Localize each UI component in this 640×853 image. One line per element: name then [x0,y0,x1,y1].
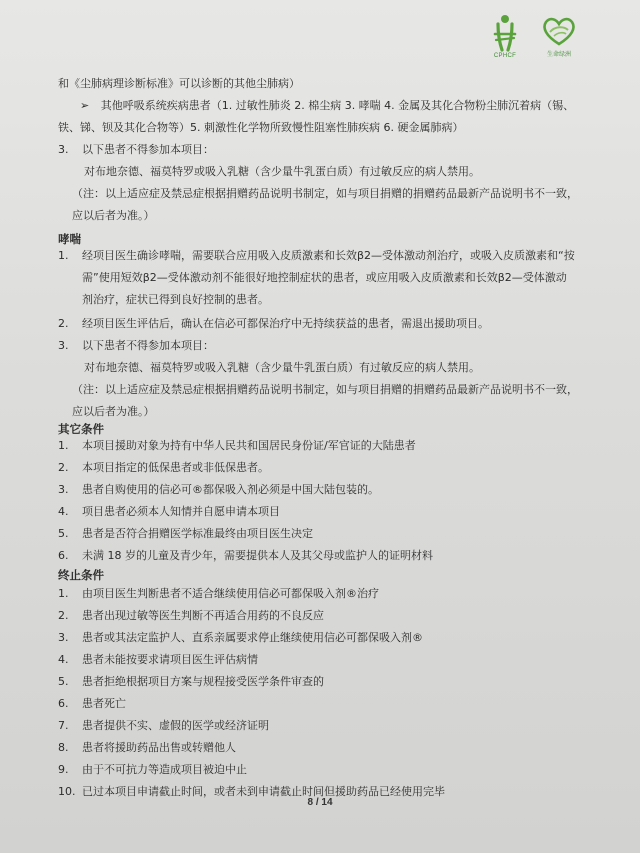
asthma-note-1: （注：以上适应症及禁忌症根据捐赠药品说明书制定，如与项目捐赠的捐赠药品最新产品说明书不一致， [72,383,578,396]
list-item-num: 10. [58,785,76,798]
asthma-item-1-line-3: 剂治疗，症状已得到良好控制的患者。 [82,293,269,306]
list-item-num: 6. [58,697,69,710]
list-item [58,762,247,777]
list-item-text: 患者出现过敏等医生判断不再适合用药的不良反应 [82,609,324,622]
list-item-text: 患者死亡 [82,697,126,710]
list-item [58,460,269,475]
list-item [58,608,324,623]
asthma-item-1-text: 经项目医生确诊哮喘，需要联合应用吸入皮质激素和长效β2—受体激动剂治疗，或吸入皮质激素和“按 [82,249,575,262]
list-item-num: 1. [58,439,69,452]
list-item-num: 3. [58,631,69,644]
list-item-text: 患者自购使用的信必可®都保吸入剂必须是中国大陆包装的。 [82,483,379,496]
asthma-item-2 [58,316,489,331]
list-item [58,438,416,453]
list-item-text: 本项目援助对象为持有中华人民共和国居民身份证/军官证的大陆患者 [82,439,416,452]
asthma-item-3 [58,338,214,353]
list-item-text: 项目患者必须本人知情并自愿申请本项目 [82,505,280,518]
asthma-item-3-text: 以下患者不得参加本项目： [82,339,214,352]
other-conditions-heading: 其它条件 [58,422,104,436]
list-item-num: 4. [58,505,69,518]
list-item [58,740,236,755]
asthma-item-3-num: 3. [58,339,69,352]
cphcf-logo-icon [490,14,520,52]
list-item-num: 2. [58,609,69,622]
list-item [58,630,423,645]
list-item [58,718,269,733]
list-item-text: 患者拒绝根据项目方案与规程接受医学条件审查的 [82,675,324,688]
intro-note-2: 应以后者为准。） [72,209,155,222]
list-item [58,482,379,497]
oasis-logo [540,14,578,58]
list-item-text: 本项目指定的低保患者或非低保患者。 [82,461,269,474]
list-item-text: 已过本项目申请截止时间，或者未到申请截止时间但援助药品已经使用完毕 [82,785,445,798]
list-item-num: 9. [58,763,69,776]
asthma-item-2-text: 经项目医生评估后，确认在信必可都保治疗中无持续获益的患者，需退出援助项目。 [82,317,489,330]
list-item-text: 患者将援助药品出售或转赠他人 [82,741,236,754]
list-item-num: 5. [58,675,69,688]
termination-heading: 终止条件 [58,568,104,582]
list-item-text: 患者或其法定监护人、直系亲属要求停止继续使用信必可都保吸入剂® [82,631,423,644]
asthma-item-3-sub: 对布地奈德、福莫特罗或吸入乳糖（含少量牛乳蛋白质）有过敏反应的病人禁用。 [84,361,480,374]
list-item-text: 患者是否符合捐赠医学标准最终由项目医生决定 [82,527,313,540]
list-item-num: 6. [58,549,69,562]
list-item-num: 4. [58,653,69,666]
list-item-num: 2. [58,461,69,474]
header-logos [490,14,578,59]
list-item [58,526,313,541]
list-item-num: 3. [58,483,69,496]
list-item [58,586,379,601]
intro-item-3-text: 以下患者不得参加本项目： [82,143,214,156]
asthma-heading: 哮喘 [58,232,81,246]
bullet-line-1 [80,98,574,113]
list-item-num: 7. [58,719,69,732]
list-item [58,652,258,667]
list-item-text: 未满 18 岁的儿童及青少年，需要提供本人及其父母或监护人的证明材料 [82,549,433,562]
asthma-item-1-num: 1. [58,249,69,262]
page-number: 8 / 14 [307,797,333,808]
oasis-logo-icon [540,14,578,48]
list-item [58,674,324,689]
cphcf-logo-text: CPHCF [493,53,517,59]
oasis-logo-text: 生命绿洲 [546,51,571,58]
list-item-text: 患者提供不实、虚假的医学或经济证明 [82,719,269,732]
intro-item-3-sub: 对布地奈德、福莫特罗或吸入乳糖（含少量牛乳蛋白质）有过敏反应的病人禁用。 [84,165,480,178]
asthma-note-2: 应以后者为准。） [72,405,155,418]
asthma-item-1 [58,248,575,263]
bullet-line-2: 铁、锑、钡及其化合物等）5. 刺激性化学物所致慢性阻塞性肺疾病 6. 硬金属肺病） [58,121,464,134]
arrow-bullet-icon: ➢ [80,99,90,112]
list-item-num: 1. [58,587,69,600]
intro-item-3-num: 3. [58,143,69,156]
list-item-text: 患者未能按要求请项目医生评估病情 [82,653,258,666]
asthma-item-2-num: 2. [58,317,69,330]
intro-line: 和《尘肺病理诊断标准》可以诊断的其他尘肺病） [58,77,300,90]
list-item [58,504,280,519]
list-item-num: 8. [58,741,69,754]
asthma-item-1-line-2: 需”使用短效β2—受体激动剂不能很好地控制症状的患者，或应用吸入皮质激素和长效β2—受体激动 [82,271,567,284]
intro-item-3 [58,142,214,157]
list-item-text: 由项目医生判断患者不适合继续使用信必可都保吸入剂®治疗 [82,587,379,600]
cphcf-logo [490,14,520,59]
list-item [58,548,433,563]
list-item [58,696,126,711]
intro-note-1: （注：以上适应症及禁忌症根据捐赠药品说明书制定，如与项目捐赠的捐赠药品最新产品说明书不一致， [72,187,578,200]
list-item-text: 由于不可抗力等造成项目被迫中止 [82,763,247,776]
list-item-num: 5. [58,527,69,540]
bullet-text-1: 其他呼吸系统疾病患者（1. 过敏性肺炎 2. 棉尘病 3. 哮喘 4. 金属及其化合物粉尘肺沉着病（锡、 [100,99,575,112]
